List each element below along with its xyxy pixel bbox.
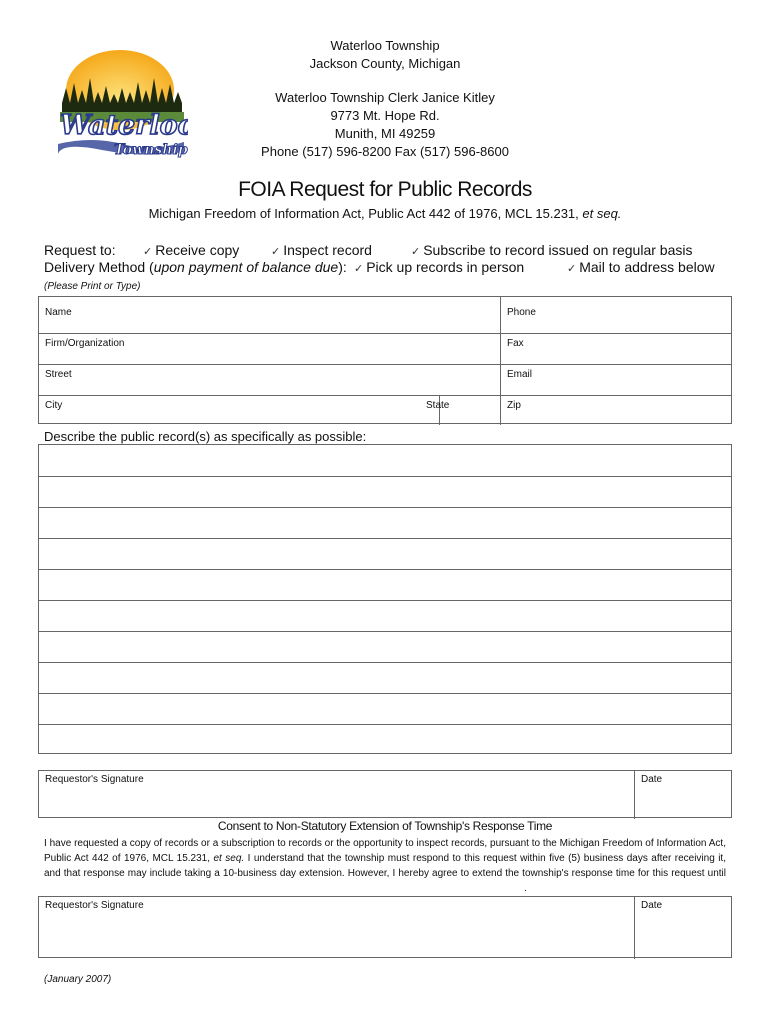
requestor-signature-field[interactable]: Requestor's Signature [45, 900, 144, 911]
option-label: Pick up records in person [366, 259, 525, 275]
print-note: (Please Print or Type) [44, 281, 141, 292]
checkbox-icon[interactable]: ✓ [567, 263, 577, 275]
phone-field[interactable]: Phone [507, 307, 536, 318]
describe-records-area[interactable] [38, 444, 732, 754]
firm-field[interactable]: Firm/Organization [45, 338, 125, 349]
option-pick-up[interactable] [354, 259, 524, 275]
city-field[interactable]: City [45, 400, 63, 411]
consent-text-part1: I have requested a copy of records or a subscription to records or the opportunity to inspect records, pursuant to the Michigan Freedom of Information Act, Public Act 442 of 1976, MCL 15.231, [44, 838, 726, 864]
logo-word-township: Township [114, 142, 188, 158]
header-address1: 9773 Mt. Hope Rd. [330, 108, 440, 123]
header-phone: Phone (517) 596-8200 Fax (517) 596-8600 [261, 144, 509, 159]
signature-block-1 [38, 770, 732, 818]
logo-word-waterloo: Waterloo [60, 110, 188, 141]
township-logo [52, 48, 188, 160]
consent-text-italic: et seq. [213, 853, 245, 864]
delivery-label-italic: upon payment of balance due [153, 259, 339, 275]
delivery-label [44, 259, 347, 275]
option-inspect-record[interactable] [271, 242, 372, 258]
header-line1: Waterloo Township [330, 38, 440, 53]
header-line2: Jackson County, Michigan [309, 56, 461, 71]
date-field[interactable]: Date [641, 900, 663, 911]
form-subtitle [0, 206, 770, 221]
header-clerk: Waterloo Township Clerk Janice Kitley [275, 90, 495, 105]
street-field[interactable]: Street [45, 369, 72, 380]
option-label: Receive copy [155, 242, 240, 258]
option-subscribe[interactable] [411, 242, 692, 258]
delivery-label-end: ): [338, 259, 347, 275]
option-mail[interactable] [567, 259, 715, 275]
consent-text-end: . [524, 883, 527, 894]
option-label: Mail to address below [579, 259, 715, 275]
checkbox-icon[interactable]: ✓ [354, 263, 364, 275]
fax-field[interactable]: Fax [507, 338, 524, 349]
footer-date: (January 2007) [44, 974, 112, 985]
checkbox-icon[interactable]: ✓ [271, 246, 281, 258]
name-field[interactable]: Name [45, 307, 72, 318]
form-title: FOIA Request for Public Records [238, 178, 532, 201]
option-receive-copy[interactable] [143, 242, 239, 258]
state-field[interactable]: State [426, 400, 450, 411]
subtitle-italic: et seq. [582, 206, 622, 221]
option-label: Subscribe to record issued on regular basis [423, 242, 693, 258]
consent-heading: Consent to Non-Statutory Extension of Township's Response Time [217, 819, 553, 833]
header-address2: Munith, MI 49259 [334, 126, 436, 141]
requestor-signature-field[interactable]: Requestor's Signature [45, 774, 144, 785]
date-field[interactable]: Date [641, 774, 663, 785]
consent-text [44, 836, 726, 896]
signature-block-2 [38, 896, 732, 958]
zip-field[interactable]: Zip [507, 400, 521, 411]
contact-fields-table [38, 296, 732, 424]
subtitle-main: Michigan Freedom of Information Act, Public Act 442 of 1976, MCL 15.231, [148, 206, 579, 221]
option-label: Inspect record [283, 242, 372, 258]
consent-text-part2: I understand that the township must respond to this request within five (5) business days after receiving it, and that response may include taking a 10-business day extension. However, I hereby agree to extend the township's response time for this request until [44, 853, 726, 879]
describe-label: Describe the public record(s) as specifically as possible: [44, 429, 367, 444]
checkbox-icon[interactable]: ✓ [143, 246, 153, 258]
checkbox-icon[interactable]: ✓ [411, 246, 421, 258]
email-field[interactable]: Email [507, 369, 533, 380]
request-label: Request to: [44, 242, 116, 258]
delivery-label-start: Delivery Method ( [44, 259, 154, 275]
